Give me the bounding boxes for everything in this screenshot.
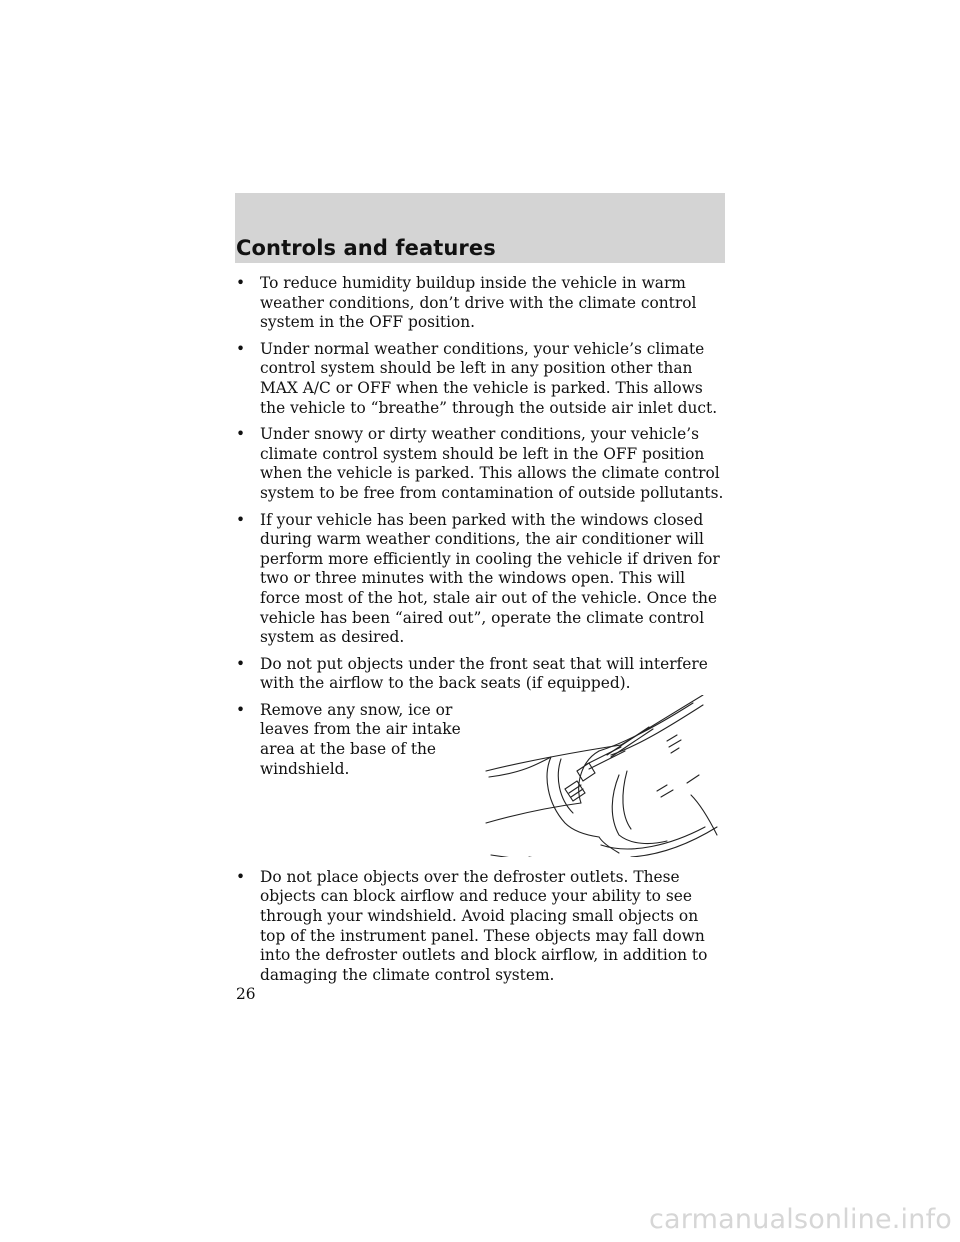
list-item	[236, 701, 726, 851]
watermark-link[interactable]: carmanualsonline.info	[649, 1204, 952, 1235]
bullet-symbol: •	[236, 274, 246, 292]
section-title: Controls and features	[236, 236, 496, 260]
bullet-symbol: •	[236, 867, 246, 886]
windshield-air-intake-illustration	[481, 695, 721, 857]
bullet-symbol: •	[236, 339, 246, 358]
bullet-list	[236, 274, 726, 992]
list-item	[236, 274, 726, 333]
list-item	[236, 655, 726, 694]
bullet-symbol: •	[236, 700, 246, 719]
bullet-text: Remove any snow, ice or leaves from the air intake area at the base of the windshield.	[260, 700, 461, 778]
list-item	[236, 425, 726, 503]
list-item	[236, 511, 726, 648]
bullet-text: To reduce humidity buildup inside the vehicle in warm weather conditions, don’t drive with the climate control system in the OFF position.	[260, 274, 697, 332]
bullet-symbol: •	[236, 425, 246, 444]
bullet-text: If your vehicle has been parked with the windows closed during warm weather conditions, the air conditioner will perform more efficiently in cooling the vehicle if driven for two or three minutes with the windows open. This will force most of the hot, stale air out of the vehicle. Once the vehicle has been “aired out”, operate the climate control system as desired.	[260, 510, 720, 647]
list-item	[236, 340, 726, 418]
bullet-text: Do not put objects under the front seat that will interfere with the airflow to the back seats (if equipped).	[260, 654, 708, 693]
bullet-symbol: •	[236, 510, 246, 529]
page-number: 26	[236, 985, 256, 1003]
bullet-text: Do not place objects over the defroster outlets. These objects can block airflow and reduce your ability to see through your windshield. Avoid placing small objects on top of the instrument panel. These objects may fall down into the defroster outlets and block airflow, in addition to damaging the climate control system.	[260, 867, 708, 984]
bullet-symbol: •	[236, 654, 246, 673]
bullet-text: Under snowy or dirty weather conditions, your vehicle’s climate control system should be left in the OFF position when the vehicle is parked. This allows the climate control system to be free from contamination of outside pollutants.	[260, 425, 724, 502]
list-item	[236, 868, 726, 986]
bullet-text: Under normal weather conditions, your vehicle’s climate control system should be left in any position other than MAX A/C or OFF when the vehicle is parked. This allows the vehicle to “breathe” through the outside air inlet duct.	[260, 339, 718, 417]
